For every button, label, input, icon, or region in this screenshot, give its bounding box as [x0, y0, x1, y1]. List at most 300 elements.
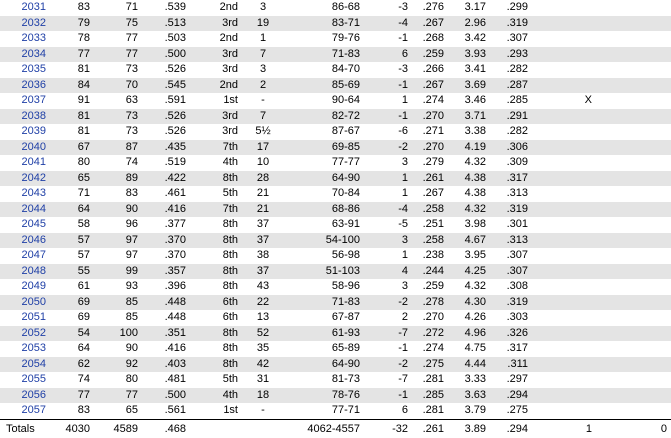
games-back-cell: 7 — [259, 109, 267, 122]
avg-cell: .244 — [422, 264, 444, 277]
year-link[interactable]: 2037 — [21, 94, 46, 106]
opp-avg-cell: .319 — [506, 202, 528, 215]
position-cell: 2nd — [219, 32, 238, 44]
luck-cell: -7 — [398, 373, 408, 385]
year-link[interactable]: 2034 — [21, 47, 46, 60]
year-link[interactable]: 2044 — [21, 202, 46, 215]
avg-cell: .261 — [422, 171, 444, 184]
table-row — [0, 295, 671, 311]
luck-cell: -2 — [398, 140, 408, 153]
totals-wins: 4030 — [65, 422, 90, 435]
era-cell: 3.17 — [464, 1, 486, 13]
games-back-cell: 21 — [256, 187, 270, 199]
position-cell: 8th — [222, 342, 238, 354]
totals-position — [188, 420, 242, 438]
wins-cell: 61 — [77, 280, 90, 292]
avg-cell: .270 — [422, 109, 444, 122]
year-link[interactable]: 2036 — [21, 78, 46, 91]
year-link[interactable]: 2031 — [21, 1, 46, 13]
pythagorean-cell: 90-64 — [331, 94, 360, 106]
table-row — [0, 78, 671, 94]
position-cell: 8th — [222, 264, 238, 277]
pythagorean-cell: 58-96 — [331, 280, 360, 292]
championships-cell — [604, 279, 671, 295]
win-pct-cell: .370 — [164, 233, 186, 246]
era-cell: 3.95 — [464, 249, 486, 261]
wins-cell: 80 — [77, 156, 90, 168]
games-back-cell: 38 — [256, 249, 270, 261]
losses-cell: 83 — [125, 187, 138, 199]
luck-cell: -5 — [398, 218, 408, 230]
year-link[interactable]: 2057 — [21, 404, 46, 416]
losses-cell: 85 — [125, 295, 138, 308]
era-cell: 3.46 — [464, 94, 486, 106]
pythagorean-cell: 85-69 — [331, 78, 360, 91]
luck-cell: -1 — [398, 78, 408, 91]
championships-cell — [604, 109, 671, 125]
opp-avg-cell: .297 — [506, 373, 528, 385]
era-cell: 4.75 — [464, 342, 486, 354]
losses-cell: 71 — [125, 1, 138, 13]
luck-cell: -1 — [398, 109, 408, 122]
era-cell: 4.32 — [464, 202, 486, 215]
table-row — [0, 233, 671, 249]
era-cell: 3.93 — [464, 47, 486, 60]
position-cell: 3rd — [222, 47, 238, 60]
year-link[interactable]: 2056 — [21, 388, 46, 401]
pythagorean-cell: 65-89 — [331, 342, 360, 354]
playoffs-cell — [530, 171, 604, 187]
avg-cell: .279 — [422, 156, 444, 168]
luck-cell: 1 — [401, 249, 408, 261]
opp-avg-cell: .319 — [506, 16, 528, 29]
table-row — [0, 0, 671, 16]
totals-games-back — [242, 420, 284, 438]
position-cell: 8th — [222, 218, 238, 230]
year-link[interactable]: 2038 — [21, 109, 46, 122]
pythagorean-cell: 77-77 — [331, 156, 360, 168]
championships-cell — [604, 140, 671, 156]
wins-cell: 67 — [77, 140, 90, 153]
win-pct-cell: .435 — [164, 140, 186, 153]
championships-cell — [604, 326, 671, 342]
avg-cell: .267 — [422, 187, 444, 199]
pythagorean-cell: 79-76 — [331, 32, 360, 44]
luck-cell: -1 — [398, 32, 408, 44]
championships-cell — [604, 233, 671, 249]
luck-cell: -2 — [398, 357, 408, 370]
opp-avg-cell: .307 — [506, 264, 528, 277]
table-row — [0, 248, 671, 264]
opp-avg-cell: .287 — [506, 78, 528, 91]
position-cell: 8th — [222, 280, 238, 292]
playoffs-cell — [530, 403, 604, 419]
avg-cell: .274 — [422, 342, 444, 354]
luck-cell: -4 — [398, 202, 408, 215]
losses-cell: 99 — [125, 264, 138, 277]
position-cell: 7th — [222, 140, 238, 153]
era-cell: 4.32 — [464, 156, 486, 168]
wins-cell: 83 — [77, 404, 90, 416]
championships-cell — [604, 341, 671, 357]
championships-cell — [604, 310, 671, 326]
luck-cell: -1 — [398, 342, 408, 354]
year-link[interactable]: 2042 — [21, 171, 46, 184]
playoffs-cell — [530, 0, 604, 16]
opp-avg-cell: .326 — [506, 326, 528, 339]
year-link[interactable]: 2055 — [21, 373, 46, 385]
games-back-cell: 5½ — [255, 125, 271, 137]
year-link[interactable]: 2033 — [21, 32, 46, 44]
year-link[interactable]: 2043 — [21, 187, 46, 199]
wins-cell: 57 — [77, 249, 90, 261]
totals-win-pct: .468 — [164, 422, 186, 435]
playoffs-cell — [530, 388, 604, 404]
games-back-cell: 13 — [256, 311, 270, 323]
totals-opp-avg: .294 — [506, 422, 528, 435]
losses-cell: 85 — [125, 311, 138, 323]
table-row — [0, 388, 671, 404]
opp-avg-cell: .317 — [506, 171, 528, 184]
totals-avg: .261 — [422, 422, 444, 435]
wins-cell: 71 — [77, 187, 90, 199]
win-pct-cell: .539 — [164, 1, 186, 13]
pythagorean-cell: 64-90 — [331, 357, 360, 370]
playoffs-cell — [530, 279, 604, 295]
games-back-cell: 18 — [256, 388, 270, 401]
playoffs-cell — [530, 109, 604, 125]
luck-cell: 3 — [401, 156, 408, 168]
opp-avg-cell: .313 — [506, 187, 528, 199]
luck-cell: 4 — [401, 264, 408, 277]
win-pct-cell: .403 — [164, 357, 186, 370]
avg-cell: .281 — [422, 404, 444, 416]
avg-cell: .285 — [422, 388, 444, 401]
position-cell: 8th — [222, 249, 238, 261]
era-cell: 3.42 — [464, 32, 486, 44]
era-cell: 3.33 — [464, 373, 486, 385]
playoffs-cell — [530, 233, 604, 249]
losses-cell: 63 — [125, 94, 138, 106]
table-row — [0, 31, 671, 47]
era-cell: 3.98 — [464, 218, 486, 230]
playoffs-cell — [530, 140, 604, 156]
position-cell: 3rd — [222, 63, 238, 75]
losses-cell: 75 — [125, 16, 138, 29]
totals-losses: 4589 — [113, 422, 138, 435]
table-row — [0, 326, 671, 342]
luck-cell: 1 — [401, 171, 408, 184]
year-link[interactable]: 2047 — [21, 249, 46, 261]
opp-avg-cell: .285 — [506, 94, 528, 106]
games-back-cell: 21 — [256, 202, 270, 215]
opp-avg-cell: .317 — [506, 342, 528, 354]
luck-cell: -3 — [398, 63, 408, 75]
wins-cell: 91 — [77, 94, 90, 106]
position-cell: 8th — [222, 233, 238, 246]
table-row — [0, 310, 671, 326]
year-link[interactable]: 2050 — [21, 295, 46, 308]
championships-cell — [604, 124, 671, 140]
wins-cell: 58 — [77, 218, 90, 230]
opp-avg-cell: .308 — [506, 280, 528, 292]
losses-cell: 97 — [125, 233, 138, 246]
games-back-cell: 22 — [256, 295, 270, 308]
opp-avg-cell: .301 — [506, 218, 528, 230]
losses-cell: 74 — [125, 156, 138, 168]
championships-cell — [604, 93, 671, 109]
opp-avg-cell: .293 — [506, 47, 528, 60]
win-pct-cell: .526 — [164, 63, 186, 75]
championships-cell — [604, 31, 671, 47]
win-pct-cell: .357 — [164, 264, 186, 277]
wins-cell: 69 — [77, 311, 90, 323]
playoffs-cell — [530, 202, 604, 218]
win-pct-cell: .591 — [164, 94, 186, 106]
losses-cell: 87 — [125, 140, 138, 153]
wins-cell: 64 — [77, 342, 90, 354]
year-link[interactable]: 2049 — [21, 280, 46, 292]
avg-cell: .281 — [422, 373, 444, 385]
championships-cell — [604, 62, 671, 78]
losses-cell: 73 — [125, 125, 138, 137]
position-cell: 1st — [223, 94, 238, 106]
table-row — [0, 357, 671, 373]
games-back-cell: 52 — [256, 326, 270, 339]
opp-avg-cell: .319 — [506, 295, 528, 308]
avg-cell: .259 — [422, 280, 444, 292]
pythagorean-cell: 86-68 — [331, 1, 360, 13]
championships-cell — [604, 388, 671, 404]
table-row — [0, 62, 671, 78]
era-cell: 4.32 — [464, 280, 486, 292]
win-pct-cell: .503 — [164, 32, 186, 44]
championships-cell — [604, 217, 671, 233]
luck-cell: 3 — [401, 280, 408, 292]
era-cell: 3.41 — [464, 63, 486, 75]
wins-cell: 54 — [77, 326, 90, 339]
era-cell: 3.63 — [464, 388, 486, 401]
luck-cell: 1 — [401, 94, 408, 106]
year-link[interactable]: 2051 — [21, 311, 46, 323]
wins-cell: 74 — [77, 373, 90, 385]
win-pct-cell: .396 — [164, 280, 186, 292]
losses-cell: 73 — [125, 109, 138, 122]
totals-playoffs: 1 — [585, 422, 592, 435]
pythagorean-cell: 81-73 — [331, 373, 360, 385]
table-row — [0, 372, 671, 388]
playoffs-cell — [530, 31, 604, 47]
avg-cell: .271 — [422, 125, 444, 137]
win-pct-cell: .500 — [164, 388, 186, 401]
luck-cell: 2 — [401, 311, 408, 323]
championships-cell — [604, 47, 671, 63]
playoffs-cell — [530, 326, 604, 342]
games-back-cell: 42 — [256, 357, 270, 370]
era-cell: 4.26 — [464, 311, 486, 323]
championships-cell — [604, 171, 671, 187]
games-back-cell: 2 — [259, 78, 267, 91]
era-cell: 4.30 — [464, 295, 486, 308]
pythagorean-cell: 87-67 — [331, 125, 360, 137]
win-pct-cell: .448 — [164, 295, 186, 308]
table-row — [0, 264, 671, 280]
games-back-cell: 3 — [259, 1, 267, 13]
year-link[interactable]: 2052 — [21, 326, 46, 339]
table-row — [0, 16, 671, 32]
pythagorean-cell: 70-84 — [331, 187, 360, 199]
luck-cell: 3 — [401, 233, 408, 246]
losses-cell: 70 — [125, 78, 138, 91]
games-back-cell: 31 — [256, 373, 270, 385]
table-row — [0, 171, 671, 187]
year-link[interactable]: 2053 — [21, 342, 46, 354]
games-back-cell: 10 — [256, 156, 270, 168]
championships-cell — [604, 248, 671, 264]
year-link[interactable]: 2035 — [21, 63, 46, 75]
playoffs-cell — [530, 310, 604, 326]
avg-cell: .266 — [422, 63, 444, 75]
games-back-cell: 35 — [256, 342, 270, 354]
pythagorean-cell: 64-90 — [331, 171, 360, 184]
championships-cell — [604, 372, 671, 388]
year-link[interactable]: 2045 — [21, 218, 46, 230]
games-back-cell: - — [261, 94, 265, 106]
table-row — [0, 109, 671, 125]
avg-cell: .278 — [422, 295, 444, 308]
avg-cell: .274 — [422, 94, 444, 106]
championships-cell — [604, 202, 671, 218]
position-cell: 6th — [222, 295, 238, 308]
pythagorean-cell: 77-71 — [331, 404, 360, 416]
championships-cell — [604, 186, 671, 202]
playoffs-cell — [530, 217, 604, 233]
table-row — [0, 403, 671, 419]
avg-cell: .267 — [422, 16, 444, 29]
pythagorean-cell: 56-98 — [331, 249, 360, 261]
playoffs-cell — [530, 47, 604, 63]
year-link[interactable]: 2040 — [21, 140, 46, 153]
opp-avg-cell: .275 — [506, 404, 528, 416]
position-cell: 2nd — [219, 1, 238, 13]
games-back-cell: 3 — [259, 63, 267, 75]
position-cell: 8th — [222, 326, 238, 339]
opp-avg-cell: .306 — [506, 140, 528, 153]
avg-cell: .258 — [422, 202, 444, 215]
opp-avg-cell: .291 — [506, 109, 528, 122]
avg-cell: .276 — [422, 1, 444, 13]
wins-cell: 57 — [77, 233, 90, 246]
pythagorean-cell: 71-83 — [331, 47, 360, 60]
wins-cell: 81 — [77, 125, 90, 137]
year-link[interactable]: 2048 — [21, 264, 46, 277]
championships-cell — [604, 264, 671, 280]
win-pct-cell: .526 — [164, 125, 186, 137]
avg-cell: .251 — [422, 218, 444, 230]
luck-cell: 6 — [401, 47, 408, 60]
table-row — [0, 140, 671, 156]
pythagorean-cell: 54-100 — [325, 233, 360, 246]
pythagorean-cell: 78-76 — [331, 388, 360, 401]
win-pct-cell: .461 — [164, 187, 186, 199]
playoffs-cell — [530, 248, 604, 264]
position-cell: 3rd — [222, 16, 238, 29]
avg-cell: .270 — [422, 311, 444, 323]
losses-cell: 92 — [125, 357, 138, 370]
games-back-cell: 17 — [256, 140, 270, 153]
position-cell: 1st — [223, 404, 238, 416]
luck-cell: -7 — [398, 326, 408, 339]
pythagorean-cell: 83-71 — [331, 16, 360, 29]
win-pct-cell: .561 — [164, 404, 186, 416]
year-link[interactable]: 2054 — [21, 357, 46, 370]
totals-pythagorean: 4062-4557 — [307, 422, 360, 435]
year-link[interactable]: 2032 — [21, 16, 46, 29]
table-row — [0, 186, 671, 202]
opp-avg-cell: .282 — [506, 125, 528, 137]
avg-cell: .238 — [422, 249, 444, 261]
playoffs-cell — [530, 16, 604, 32]
year-link[interactable]: 2039 — [21, 125, 46, 137]
totals-era: 3.89 — [464, 422, 486, 435]
opp-avg-cell: .303 — [506, 311, 528, 323]
playoffs-cell — [530, 78, 604, 94]
playoffs-cell — [530, 357, 604, 373]
era-cell: 4.67 — [464, 233, 486, 246]
opp-avg-cell: .309 — [506, 156, 528, 168]
wins-cell: 69 — [77, 295, 90, 308]
position-cell: 3rd — [222, 125, 238, 137]
playoffs-cell — [530, 62, 604, 78]
opp-avg-cell: .294 — [506, 388, 528, 401]
losses-cell: 77 — [125, 47, 138, 60]
playoffs-cell — [530, 155, 604, 171]
games-back-cell: 7 — [259, 47, 267, 60]
era-cell: 4.38 — [464, 187, 486, 199]
championships-cell — [604, 357, 671, 373]
pythagorean-cell: 82-72 — [331, 109, 360, 122]
wins-cell: 83 — [77, 1, 90, 13]
losses-cell: 77 — [125, 388, 138, 401]
championships-cell — [604, 403, 671, 419]
wins-cell: 84 — [77, 78, 90, 91]
win-pct-cell: .513 — [164, 16, 186, 29]
opp-avg-cell: .307 — [506, 32, 528, 44]
era-cell: 3.71 — [464, 109, 486, 122]
pythagorean-cell: 84-70 — [331, 63, 360, 75]
losses-cell: 65 — [125, 404, 138, 416]
luck-cell: -6 — [398, 125, 408, 137]
table-row — [0, 47, 671, 63]
table-row — [0, 124, 671, 140]
opp-avg-cell: .299 — [506, 1, 528, 13]
losses-cell: 77 — [125, 32, 138, 44]
win-pct-cell: .519 — [164, 156, 186, 168]
table-row — [0, 155, 671, 171]
position-cell: 8th — [222, 171, 238, 184]
playoffs-cell — [530, 341, 604, 357]
year-link[interactable]: 2041 — [21, 156, 46, 168]
year-link[interactable]: 2046 — [21, 233, 46, 246]
avg-cell: .270 — [422, 140, 444, 153]
opp-avg-cell: .313 — [506, 233, 528, 246]
win-pct-cell: .351 — [164, 326, 186, 339]
totals-championships: 0 — [660, 422, 667, 435]
position-cell: 5th — [222, 187, 238, 199]
pythagorean-cell: 63-91 — [331, 218, 360, 230]
luck-cell: -3 — [398, 1, 408, 13]
wins-cell: 64 — [77, 202, 90, 215]
